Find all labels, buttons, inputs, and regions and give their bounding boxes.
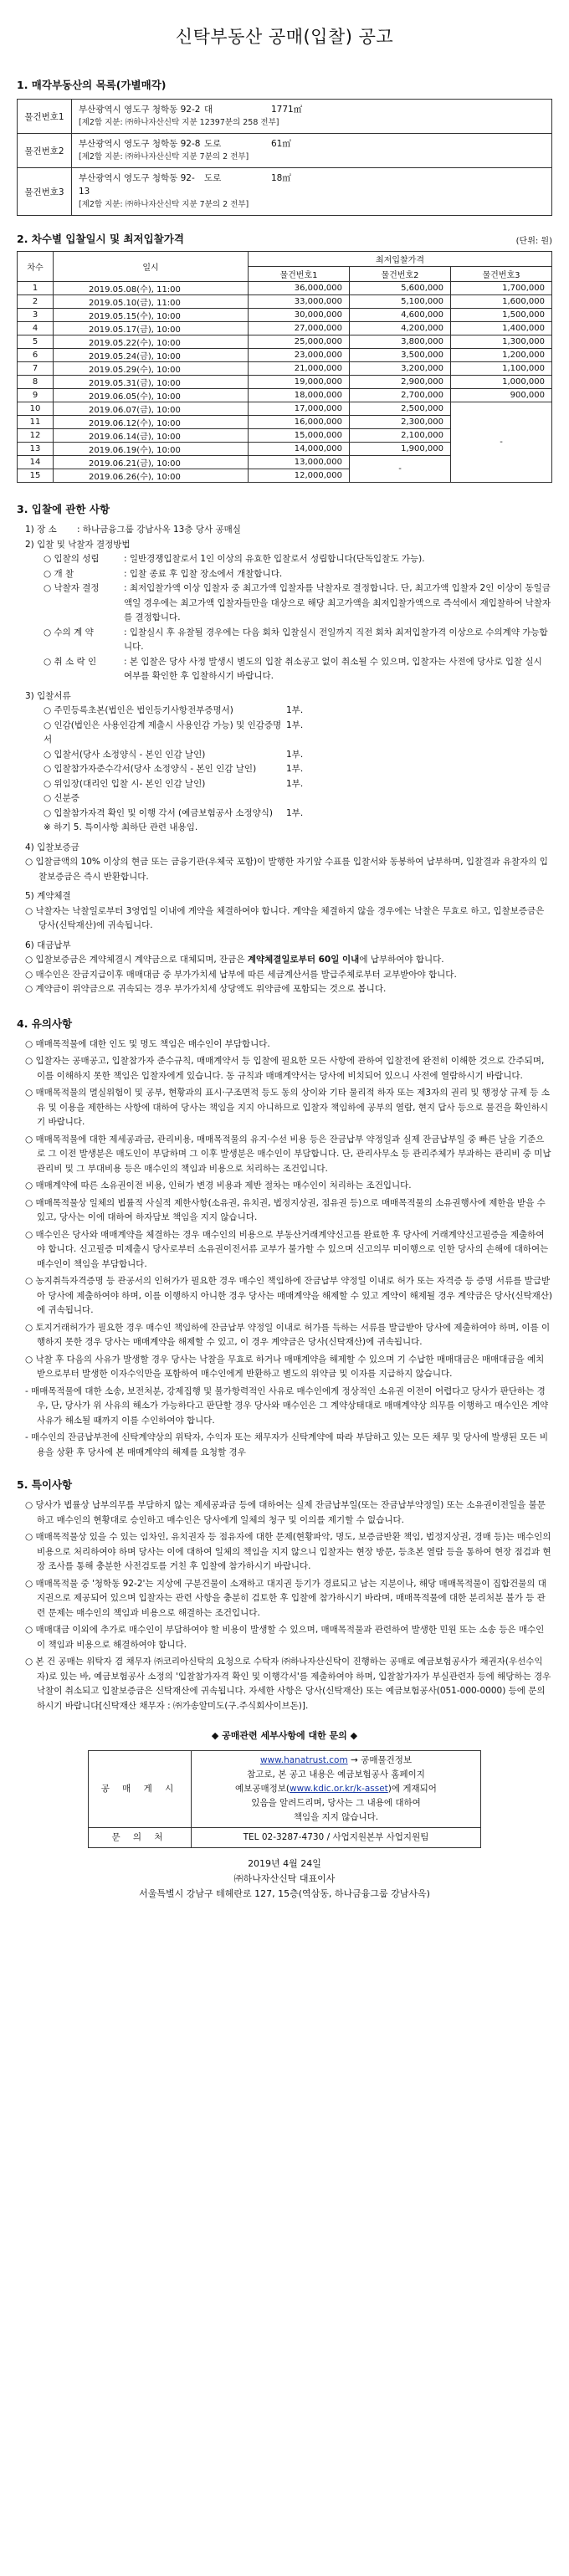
price-cell-1: 23,000,000 [249, 349, 350, 362]
price-cell-2: 3,200,000 [350, 362, 451, 376]
doc-title: ○ 인감(법인은 사용인감계 제출시 사용인감 가능) 및 인감증명서 [44, 720, 282, 745]
price-cell-2: 5,600,000 [350, 282, 451, 295]
property-note: [제2합 지분: ㈜하나자산신탁 지분 7분의 2 전부] [79, 152, 249, 161]
notice-value: www.hanatrust.com → 공매물건정보 참고로, 본 공고 내용은 예금보험공사 홈페이지 예보공매정보(www.kdic.or.kr/k-asset)에 게재되어 있음을 알려드리며, 당사는 그 내용에 대하여 책임을 지지 않습니다. [192, 1751, 481, 1828]
price-cell-2: 2,500,000 [350, 402, 451, 416]
price-cell-3: 1,000,000 [451, 376, 552, 389]
list-item: ○ 매매목적물상 있을 수 있는 임차인, 유치권자 등 점유자에 대한 문제(현황파악, 명도, 보증금반환 책임, 법정지상권, 경매 등)는 매수인의 비용으로 처리하여야 하며 당사는 이에 대하여 일체의 책임을 지지 않으니 입찰자는 현장 방문, 등초본 열람 등을 통하여 현장 점검과 현장 조사를 통해 충분한 사전검토를 거친 후 입찰에 참가하시기 바랍니다. [25, 1532, 551, 1571]
special-list [17, 1498, 552, 1713]
payment-text-1: ○ 입찰보증금은 계약체결시 계약금으로 대체되며, 잔금은 계약체결일로부터 60일 이내에 납부하여야 합니다. [25, 955, 444, 965]
property-type: 도로 [204, 173, 222, 183]
price-cell-1: 21,000,000 [249, 362, 350, 376]
price-cell-3: 900,000 [451, 389, 552, 402]
price-cell-3: 1,100,000 [451, 362, 552, 376]
doc-title: ○ 위임장(대리인 입찰 시- 본인 인감 날인) [44, 778, 206, 789]
doc-item [44, 791, 552, 807]
property-type: 대 [204, 105, 213, 115]
property-table [17, 99, 552, 216]
price-cell-2: 4,600,000 [350, 309, 451, 322]
schedule-row [18, 362, 552, 376]
round-cell: 3 [18, 309, 54, 322]
list-item: ○ 본 건 공매는 위탁자 겸 채무자 ㈜코리아신탁의 요청으로 수탁자 ㈜하나자산신탁이 진행하는 공매로 예금보험공사가 채권자(우선수익자)로 있는 바, 예금보험공사 소정의 '입찰참가자격 확인 및 이행각서'를 제출하여야 하며, 입찰참가자가 부실관련자 등에 해당하는 경우 낙찰이 취소되고 입찰보증금은 신탁재산에 귀속됩니다. 자세한 사항은 당사(신탁재산) 또는 예금보험공사(051-000-0000) 등에 문의하시기 바랍니다[신탁재산 채무자 : ㈜가송알미도(구.주식회사이브돈)]. [25, 1657, 551, 1711]
doc-count: 1부. [286, 720, 304, 730]
payment-deadline: 계약체결일로부터 60일 이내 [247, 955, 360, 965]
section-3-heading: 3. 입찰에 관한 사항 [17, 503, 110, 515]
round-cell: 12 [18, 429, 54, 443]
price-cell-1: 18,000,000 [249, 389, 350, 402]
price-cell-3: 1,300,000 [451, 335, 552, 349]
list-item: ○ 매매목적물상 일체의 법률적 사실적 제한사항(소유권, 유치권, 법정지상권, 점유권 등)으로 매매목적물의 소유권행사에 제한을 받을 수 있고, 당사는 이에 대하여 하자담보 책임을 지지 않습니다. [25, 1197, 546, 1222]
date-cell: 2019.06.05(수), 10:00 [54, 389, 249, 402]
method-value: : 본 입찰은 당사 사정 발생시 별도의 입찰 취소공고 없이 취소될 수 있으며, 입찰자는 사전에 당사로 입찰 실시 여부를 확인한 후 입찰하시기 바랍니다. [124, 656, 542, 681]
list-item: ○ 매매대금 이외에 추가로 매수인이 부담하여야 할 비용이 발생할 수 있으며, 매매목적물과 관련하여 발생한 민원 또는 소송 등은 매수인이 책임과 비용으로 해결하여야 합니다. [25, 1625, 545, 1650]
price-cell-2: 3,500,000 [350, 349, 451, 362]
contact-label: 문 의 처 [89, 1828, 192, 1848]
method-item [44, 552, 552, 567]
round-cell: 6 [18, 349, 54, 362]
doc-item [44, 704, 552, 719]
property-area: 18㎡ [271, 173, 291, 183]
schedule-row [18, 349, 552, 362]
date-cell: 2019.05.29(수), 10:00 [54, 362, 249, 376]
property-type: 도로 [204, 139, 222, 149]
date-cell: 2019.06.07(금), 10:00 [54, 402, 249, 416]
doc-item [44, 777, 552, 792]
list-item: ○ 매수인은 당사와 매매계약을 체결하는 경우 매수인의 비용으로 부동산거래계약신고를 완료한 후 당사에 거래계약신고필증을 제출하여야 합니다. 신고필증 미제출시 당사로부터 소유권이전서류 교부가 불가할 수 있으며 신고의무 미이행으로 인한 당사의 손해에 대하여는 매수인이 책임을 부담합니다. [25, 1229, 549, 1269]
price-cell-1: 13,000,000 [249, 456, 350, 469]
list-item: ○ 입찰자는 공매공고, 입찰참가자 준수규칙, 매매계약서 등 입찰에 필요한 모든 사항에 관하여 입찰전에 완전히 이해한 것으로 간주되며, 이를 이해하지 못한 책임은 입찰자에게 있습니다. 동 규칙과 매매계약서는 당사에 비치되어 있으니 사전에 열람하시기 바랍니다. [25, 1056, 545, 1081]
method-value: : 일반경쟁입찰로서 1인 이상의 유효한 입찰로서 성립합니다(단독입찰도 가능). [124, 554, 425, 564]
method-key: ○ 개 찰 [44, 568, 74, 579]
contract-text: ○ 낙찰자는 낙찰일로부터 3영업일 이내에 계약을 체결하여야 합니다. 계약을 체결하지 않을 경우에는 낙찰은 무효로 하고, 입찰보증금은 당사(신탁재산)에 귀속됩니다. [25, 905, 545, 930]
method-key: ○ 낙찰자 결정 [44, 583, 100, 593]
method-item [44, 626, 552, 655]
property-label: 물건번호3 [18, 168, 72, 216]
doc-title: ○ 입찰서(당사 소정양식 - 본인 인감 날인) [44, 749, 206, 760]
property-address: 부산광역시 영도구 청학동 92-2 [79, 105, 201, 115]
property-line [79, 137, 545, 151]
bidding-info [17, 523, 552, 997]
contact-value: TEL 02-3287-4730 / 사업지원본부 사업지원팀 [192, 1828, 481, 1848]
round-cell: 4 [18, 322, 54, 335]
unit-label: (단위: 원) [515, 237, 552, 246]
list-item: ○ 낙찰 후 다음의 사유가 발생할 경우 당사는 낙찰을 무효로 하거나 매매계약을 해제할 수 있으며 기 수납한 매매대금은 매매대금을 예치받으로부터 발생한 이자수익만을 포함하여 매수인에게 반환하고 별도의 위약금 및 이자를 지급하지 않습니다. [25, 1354, 545, 1379]
col-min-price: 최저입찰가격 [249, 252, 552, 267]
doc-item [44, 807, 552, 822]
col-prop2: 물건번호2 [350, 267, 451, 282]
doc-count: 1부. [286, 749, 304, 760]
property-label: 물건번호1 [18, 100, 72, 134]
inquiry-heading: ◆ 공매관련 세부사항에 대한 문의 ◆ [211, 1730, 358, 1741]
doc-item [44, 719, 552, 748]
company-address: 서울특별시 강남구 테헤란로 127, 15층(역삼동, 하나금융그룹 강남사옥) [139, 1888, 430, 1899]
round-cell: 8 [18, 376, 54, 389]
method-item [44, 567, 552, 582]
round-cell: 15 [18, 469, 54, 483]
price-cell-1: 33,000,000 [249, 295, 350, 309]
doc-item [44, 762, 552, 777]
doc-title: ○ 신분증 [44, 793, 79, 803]
notice-label: 공 매 게 시 [89, 1751, 192, 1828]
price-cell-1: 15,000,000 [249, 429, 350, 443]
price-cell-1: 16,000,000 [249, 416, 350, 429]
payment-text-3: ○ 계약금이 위약금으로 귀속되는 경우 부가가치세 상당액도 위약금에 포함되는 것으로 봅니다. [25, 984, 387, 994]
payment-text-2: ○ 매수인은 잔금지급이후 매매대금 중 부가가치세 납부에 따른 세금계산서를 발급주체로부터 교부받아야 합니다. [25, 969, 457, 980]
doc-item [44, 748, 552, 763]
doc-count: 1부. [286, 764, 304, 774]
schedule-row [18, 282, 552, 295]
price-cell-1: 19,000,000 [249, 376, 350, 389]
doc-title: ○ 입찰참가자준수각서(당사 소정양식 - 본인 인감 날인) [44, 764, 257, 774]
price-cell-3: 1,600,000 [451, 295, 552, 309]
method-key: ○ 취 소 락 인 [44, 656, 97, 667]
price-cell-2: 2,700,000 [350, 389, 451, 402]
price-cell-3: 1,700,000 [451, 282, 552, 295]
property-area: 1771㎡ [271, 105, 303, 115]
sub-list-item: - 매매목적물에 대한 소송, 보전처분, 강제집행 및 불가항력적인 사유로 매수인에게 정상적인 소유권 이전이 어렵다고 당사가 판단하는 경우, 단, 당사가 위 사유의 해소가 가능하다고 판단할 경우 당사와 매수인은 그 계약상태대로 매매계약상 의무를 이행하고 매수인은 계약사유가 해소될 때까지 이를 수인하여야 합니다. [25, 1385, 549, 1426]
schedule-row [18, 376, 552, 389]
schedule-row [18, 295, 552, 309]
list-item: ○ 매매목적물 중 '청학동 92-2'는 지상에 구분건물이 소재하고 대지권 등기가 경료되고 남는 지분이나, 해당 매매목적물이 집합건물의 대지권으로 제공되어 있으며 입찰자는 관련 사항을 충분히 검토한 후 입찰에 참가하시기 바라며, 매매목적물에 대한 분리처분 불가 등 관련 문제는 매수인의 책임과 비용으로 해결하는 조건입니다. [25, 1578, 546, 1618]
method-value: : 입찰실시 후 유찰될 경우에는 다음 회차 입찰실시 전일까지 직전 회차 최저입찰가격 이상으로 수의계약 가능합니다. [124, 627, 548, 652]
price-cell-1: 36,000,000 [249, 282, 350, 295]
date-cell: 2019.05.15(수), 10:00 [54, 309, 249, 322]
property-area: 61㎡ [271, 139, 291, 149]
round-cell: 5 [18, 335, 54, 349]
price-cell-3: 1,200,000 [451, 349, 552, 362]
date-cell: 2019.05.17(금), 10:00 [54, 322, 249, 335]
caution-list [17, 1037, 552, 1461]
date-cell: 2019.06.12(수), 10:00 [54, 416, 249, 429]
price-cell-1: 25,000,000 [249, 335, 350, 349]
date-cell: 2019.06.14(금), 10:00 [54, 429, 249, 443]
date-cell: 2019.05.31(금), 10:00 [54, 376, 249, 389]
price-cell-2: 2,100,000 [350, 429, 451, 443]
property-label: 물건번호2 [18, 134, 72, 168]
price-cell-2: 2,900,000 [350, 376, 451, 389]
date-cell: 2019.06.19(수), 10:00 [54, 443, 249, 456]
method-heading: 2) 입찰 및 낙찰자 결정방법 [25, 539, 131, 550]
method-item [44, 655, 552, 684]
schedule-row [18, 389, 552, 402]
property-row [18, 100, 552, 134]
doc-title: ○ 입찰참가자격 확인 및 이행 각서 (예금보험공사 소정양식) [44, 807, 274, 818]
kdic-link[interactable]: www.kdic.or.kr/k-asset [290, 1784, 388, 1794]
method-item [44, 581, 552, 626]
price-cell-3: 1,400,000 [451, 322, 552, 335]
price-cell-2: 4,200,000 [350, 322, 451, 335]
deposit-text: ○ 입찰금액의 10% 이상의 현금 또는 금융기관(우체국 포함)이 발행한 자기앞 수표를 입찰서와 동봉하여 납부하며, 입찰결과 유찰자의 입찰보증금은 즉시 반환합니다. [25, 857, 548, 882]
round-cell: 14 [18, 456, 54, 469]
date-cell: 2019.06.21(금), 10:00 [54, 456, 249, 469]
doc-count: 1부. [286, 778, 304, 789]
deposit-heading: 4) 입찰보증금 [25, 842, 79, 853]
section-2-heading: 2. 차수별 입찰일시 및 최저입찰가격 [17, 233, 184, 245]
page-title: 신탁부동산 공매(입찰) 공고 [175, 27, 394, 47]
col-date: 일시 [54, 252, 249, 282]
col-prop1: 물건번호1 [249, 267, 350, 282]
price-cell-1: 17,000,000 [249, 402, 350, 416]
list-item: ○ 매매계약에 따른 소유권이전 비용, 인허가 변경 비용과 제반 절차는 매수인이 처리하는 조건입니다. [25, 1180, 412, 1191]
method-value: : 입찰 종료 후 입찰 장소에서 개찰합니다. [124, 568, 283, 579]
method-key: ○ 수의 계 약 [44, 627, 94, 638]
method-list [25, 552, 552, 684]
date-cell: 2019.05.24(금), 10:00 [54, 349, 249, 362]
price-cell-2: 3,800,000 [350, 335, 451, 349]
round-cell: 11 [18, 416, 54, 429]
list-item: ○ 매매목적물에 대한 인도 및 명도 책임은 매수인이 부담합니다. [25, 1038, 270, 1049]
hanatrust-link[interactable]: www.hanatrust.com [259, 1755, 348, 1765]
property-line [79, 103, 545, 116]
contact-table [88, 1750, 481, 1848]
price-cell-1: 14,000,000 [249, 443, 350, 456]
property-cell [72, 134, 552, 168]
price-cell-2-dash: - [350, 456, 451, 483]
section-5-heading: 5. 특이사항 [17, 1478, 73, 1491]
round-cell: 2 [18, 295, 54, 309]
schedule-row [18, 335, 552, 349]
property-line [79, 172, 545, 198]
list-item: ○ 매매목적물의 멸실위험이 및 공부, 현황과의 표시·구조면적 등도 동의 상이와 기타 물리적 하자 또는 제3자의 권리 및 행정상 규제 등 소유 및 이용을 제한하는 사항에 대하여 당사는 책임을 지지 아니하므로 입찰자 책임하에 공부의 열람, 현지 답사 등으로 물건을 확인하시기 바랍니다. [25, 1088, 550, 1127]
round-cell: 1 [18, 282, 54, 295]
doc-title: ○ 주민등록초본(법인은 법인등기사항전부증명서) [44, 705, 233, 715]
price-cell-3-dash: - [451, 402, 552, 483]
company-name: ㈜하나자산신탁 대표이사 [233, 1873, 336, 1884]
col-round: 차수 [18, 252, 54, 282]
price-cell-1: 30,000,000 [249, 309, 350, 322]
property-cell [72, 100, 552, 134]
payment-heading: 6) 대금납부 [25, 940, 71, 950]
price-cell-1: 27,000,000 [249, 322, 350, 335]
place-key: 1) 장 소 [25, 525, 57, 535]
date-cell: 2019.05.22(수), 10:00 [54, 335, 249, 349]
signature-block [17, 1856, 552, 1902]
property-address: 부산광역시 영도구 청학동 92-8 [79, 139, 201, 149]
notice-date: 2019년 4월 24일 [248, 1858, 321, 1869]
docs-list [25, 704, 552, 821]
doc-count: 1부. [286, 705, 304, 715]
list-item: ○ 농지취득자격증명 등 관공서의 인허가가 필요한 경우 매수인 책임하에 잔금납부 약정일 이내로 허가 또는 자격증 등 증명 서류를 발급받아 당사에 제출하여야 하며, 이를 이행하지 아니한 경우 당사는 매매계약을 해제할 수 있고 계약이 해제될 경우 계약금은 당사(신탁재산)에 귀속됩니다. [25, 1276, 552, 1315]
price-cell-2: 1,900,000 [350, 443, 451, 456]
price-cell-3: 1,500,000 [451, 309, 552, 322]
price-cell-1: 12,000,000 [249, 469, 350, 483]
list-item: ○ 토지거래허가가 필요한 경우 매수인 책임하에 잔금납부 약정일 이내로 허가를 득하는 서류를 발급받아 당사에 제출하여야 하며, 이를 이행하지 못한 경우 당사는 매매계약을 해제할 수 있고, 이 경우 계약금은 당사(신탁재산)에 귀속됩니다. [25, 1322, 551, 1347]
place-value: : 하나금융그룹 강남사옥 13층 당사 공매실 [77, 525, 241, 535]
round-cell: 9 [18, 389, 54, 402]
schedule-row [18, 309, 552, 322]
docs-note: ※ 하기 5. 특이사항 최하단 관련 내용임. [44, 822, 198, 832]
property-row [18, 168, 552, 216]
schedule-table [17, 251, 552, 483]
method-value: : 최저입찰가액 이상 입찰자 중 최고가액 입찰자를 낙찰자로 결정합니다. 단, 최고가액 입찰자 2인 이상이 동일금액일 경우에는 최고가액 입찰자들만을 대상으로 해당 최고가액을 최저입찰가액으로 즉석에서 재입찰하여 낙찰자를 결정합니다. [124, 583, 551, 622]
date-cell: 2019.05.10(금), 11:00 [54, 295, 249, 309]
round-cell: 7 [18, 362, 54, 376]
col-prop3: 물건번호3 [451, 267, 552, 282]
property-cell [72, 168, 552, 216]
docs-heading: 3) 입찰서류 [25, 690, 71, 701]
doc-count: 1부. [286, 807, 304, 818]
round-cell: 10 [18, 402, 54, 416]
contract-heading: 5) 계약체결 [25, 891, 71, 901]
section-4-heading: 4. 유의사항 [17, 1017, 73, 1030]
property-address: 부산광역시 영도구 청학동 92-13 [79, 173, 195, 197]
method-key: ○ 입찰의 성립 [44, 554, 100, 564]
schedule-row [18, 322, 552, 335]
property-note: [제2합 지분: ㈜하나자산신탁 지분 7분의 2 전부] [79, 200, 249, 209]
price-cell-2: 2,300,000 [350, 416, 451, 429]
list-item: ○ 매매목적물에 대한 제세공과금, 관리비용, 매매목적물의 유지·수선 비용 등은 잔금납부 약정일과 실제 잔금납부일 중 빠른 날을 기준으로 그 이전 발생분은 매도인이 부담하며 그 이후 발생분은 매수인이 부담합니다. 단, 관리사무소 등 관리주체가 부과하는 관리비 중 미납관리비 및 그 부대비용 등은 매수인의 책임과 비용으로 처리하는 조건입니다. [25, 1134, 551, 1174]
sub-list-item: - 매수인의 잔금납부전에 신탁계약상의 위탁자, 수익자 또는 채무자가 신탁계약에 따라 부담하고 있는 모든 채무 및 당사에 발생된 모든 비용을 상환 후 당사에 본 매매계약의 해제를 요청할 경우 [25, 1432, 549, 1457]
round-cell: 13 [18, 443, 54, 456]
section-1-heading: 1. 매각부동산의 목록(가별매각) [17, 79, 167, 91]
date-cell: 2019.06.26(수), 10:00 [54, 469, 249, 483]
property-row [18, 134, 552, 168]
property-note: [제2합 지분: ㈜하나자산신탁 지분 12397분의 258 전부] [79, 118, 279, 127]
schedule-row [18, 402, 552, 416]
list-item: ○ 당사가 법률상 납부의무를 부담하지 않는 제세공과금 등에 대하여는 실제 잔금납부일(또는 잔금납부약정일) 또는 소유권이전일을 불문하고 매수인의 현황대로 승인하고 매수인은 당사에게 일체의 청구 및 이의를 제기할 수 없습니다. [25, 1500, 546, 1525]
price-cell-2: 5,100,000 [350, 295, 451, 309]
notice-page [17, 0, 552, 1902]
date-cell: 2019.05.08(수), 11:00 [54, 282, 249, 295]
